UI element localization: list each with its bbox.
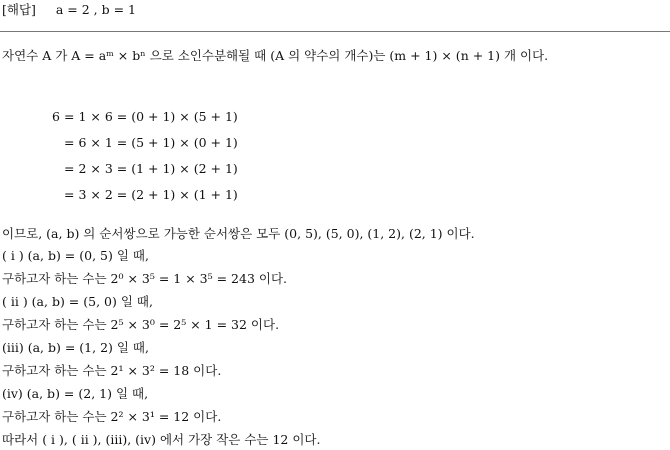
answer-label: [해답] — [2, 2, 36, 17]
pairs-text: 이므로, (a, b) 의 순서쌍으로 가능한 순서쌍은 모두 (0, 5), (5, 0), (1, 2), (2, 1) 이다. — [2, 226, 475, 241]
conclusion-text: 따라서 ( i ), ( ii ), (iii), (iv) 에서 가장 작은 수는 12 이다. — [2, 432, 321, 447]
intro-text: 자연수 A 가 A = aᵐ × bⁿ 으로 소인수분해될 때 (A 의 약수의 개수)는 (m + 1) × (n + 1) 개 이다. — [2, 48, 549, 63]
equation-rhs: = 2 × 3 = (1 + 1) × (2 + 1) — [64, 161, 238, 176]
answer-value: a = 2 , b = 1 — [55, 2, 136, 17]
case-condition: ( ii ) (a, b) = (5, 0) 일 때, — [2, 294, 153, 309]
case-result: 구하고자 하는 수는 2² × 3¹ = 12 이다. — [2, 409, 222, 424]
answer-line — [2, 2, 136, 18]
equation-rhs: = 6 × 1 = (5 + 1) × (0 + 1) — [64, 135, 238, 150]
equation-lhs: 6 — [52, 109, 60, 124]
case-condition: (iv) (a, b) = (2, 1) 일 때, — [2, 386, 149, 401]
equation-rhs: = 3 × 2 = (2 + 1) × (1 + 1) — [64, 187, 238, 202]
case-result: 구하고자 하는 수는 2¹ × 3² = 18 이다. — [2, 363, 222, 378]
equation-rhs: = 1 × 6 = (0 + 1) × (5 + 1) — [64, 109, 238, 124]
divider — [0, 31, 670, 32]
case-condition: (iii) (a, b) = (1, 2) 일 때, — [2, 340, 149, 355]
case-result: 구하고자 하는 수는 2⁰ × 3⁵ = 1 × 3⁵ = 243 이다. — [2, 271, 288, 286]
case-condition: ( i ) (a, b) = (0, 5) 일 때, — [2, 248, 149, 263]
case-result: 구하고자 하는 수는 2⁵ × 3⁰ = 2⁵ × 1 = 32 이다. — [2, 317, 280, 332]
